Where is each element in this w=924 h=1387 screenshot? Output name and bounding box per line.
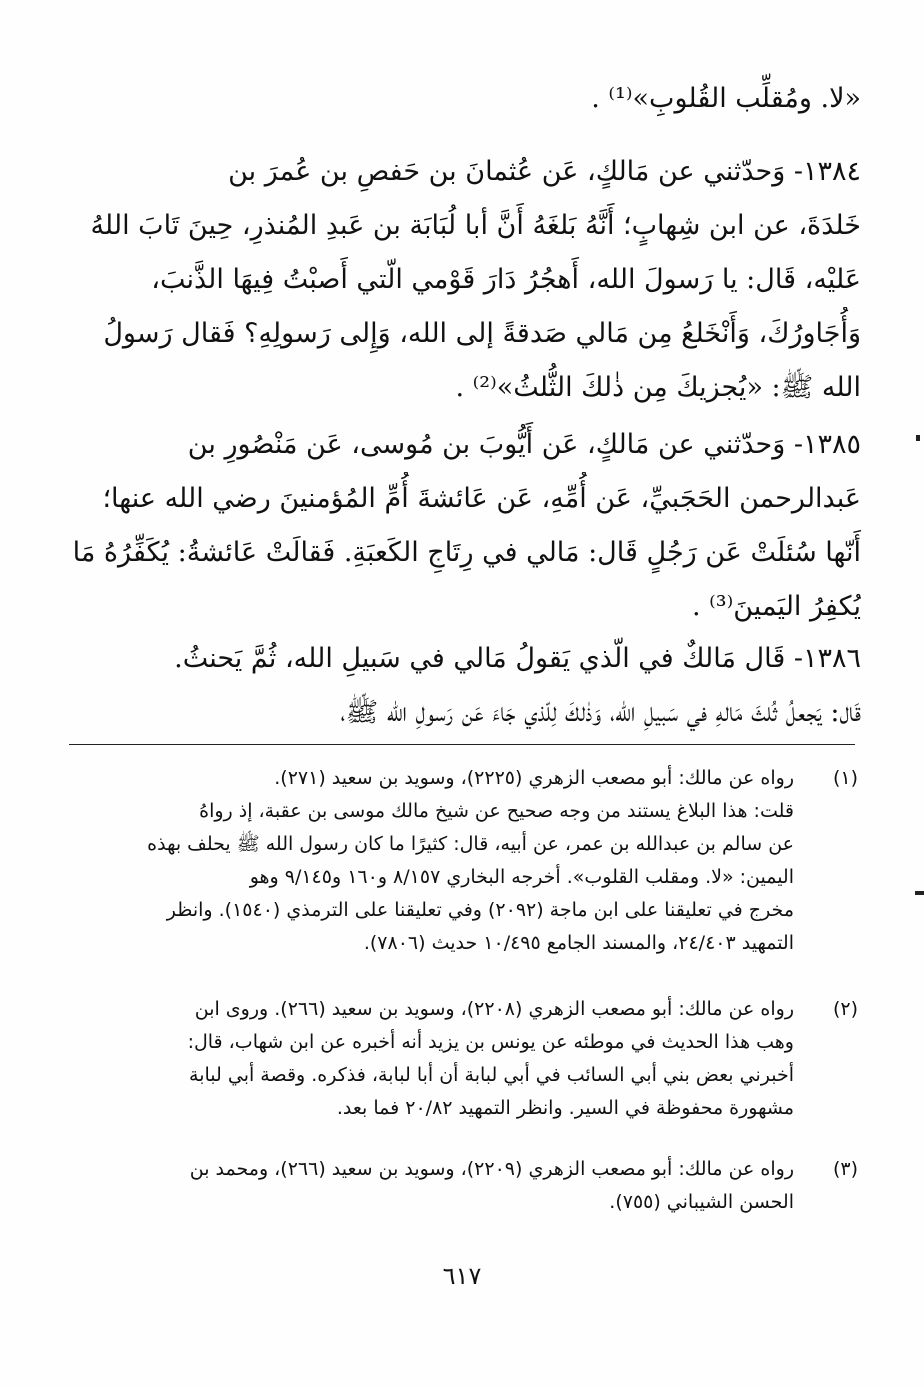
footnote-text: أخبرني بعض بني أبي السائب في أبي لبابة أن أبا لبابة، فذكره. وقصة أبي لبابة bbox=[189, 1064, 794, 1086]
footnote-text: وهب هذا الحديث في موطئه عن يونس بن يزيد أنه أخبره عن ابن شهاب، قال: bbox=[187, 1031, 794, 1053]
hadith-1385 bbox=[61, 418, 861, 634]
text-line: قَال: يَجعلُ ثُلثَ مَالهِ في سَبيلِ الله، وَذٰلكَ لِلّذي جَاءَ عَن رَسولِ الله ﷺ، bbox=[340, 697, 861, 728]
footnote-text: مشهورة محفوظة في السير. وانظر التمهيد ٢٠/٨٢ فما بعد. bbox=[336, 1097, 794, 1119]
footnote-text: رواه عن مالك: أبو مصعب الزهري (٢٢٠٨)، وسويد بن سعيد (٢٦٦). وروى ابن bbox=[194, 998, 794, 1020]
text-line: وَأُجَاورُكَ، وَأَنْخَلعُ مِن مَالي صَدقةً إلى الله، وَإِلى رَسولِهِ؟ فَقال رَسولُ bbox=[103, 318, 861, 349]
footnote-2 bbox=[68, 993, 858, 1125]
footnote-text: رواه عن مالك: أبو مصعب الزهري (٢٢٢٥)، وسويد بن سعيد (٢٧١). bbox=[274, 767, 794, 789]
text-line: عَبدالرحمن الحَجَبيِّ، عَن أُمِّهِ، عَن عَائشةَ أُمِّ المُؤمنينَ رضي الله عنها؛ bbox=[102, 483, 861, 514]
hadith-1384 bbox=[61, 145, 861, 415]
text-line: عَليْه، قَال: يا رَسولَ الله، أَهجُرُ دَارَ قَوْمي الّتي أَصبْتُ فِيهَا الذَّنبَ، bbox=[151, 264, 861, 295]
footnote-text: قلت: هذا البلاغ يستند من وجه صحيح عن شيخ مالك موسى بن عقبة، إذ رواهُ bbox=[199, 800, 794, 822]
margin-mark bbox=[915, 891, 924, 895]
text-line: ١٣٨٤- وَحدّثني عن مَالكٍ، عَن عُثمانَ بن حَفصِ بن عُمرَ بن bbox=[228, 156, 861, 187]
footnote-number: (١) bbox=[832, 767, 858, 789]
footnote-3 bbox=[68, 1153, 858, 1219]
text-line: «لا. ومُقلِّب القُلوبِ»⁽¹⁾ . bbox=[591, 83, 861, 114]
footnote-text: التمهيد ٢٤/٤٠٣، والمسند الجامع ١٠/٤٩٥ حديث (٧٨٠٦). bbox=[363, 932, 794, 954]
text-line: أَنّها سُئلَتْ عَن رَجُلٍ قَال: مَالي في رِتَاجِ الكَعبَةِ. فَقالَتْ عَائشةُ: يُكَفِّرُهُ مَا bbox=[72, 537, 861, 568]
text-line: ١٣٨٥- وَحدّثني عن مَالكٍ، عَن أَيُّوبَ بن مُوسى، عَن مَنْصُورِ بن bbox=[187, 429, 861, 460]
continuation-line bbox=[61, 72, 861, 126]
footnote-1 bbox=[68, 762, 858, 960]
footnote-text: اليمين: «لا. ومقلب القلوب». أخرجه البخاري ٨/١٥٧ و١٦٠ و٩/١٤٥ وهو bbox=[249, 866, 794, 888]
footnote-text: رواه عن مالك: أبو مصعب الزهري (٢٢٠٩)، وسويد بن سعيد (٢٦٦)، ومحمد بن bbox=[189, 1158, 794, 1180]
page-number: ٦١٧ bbox=[442, 1262, 482, 1290]
footnote-text: الحسن الشيباني (٧٥٥). bbox=[609, 1191, 794, 1213]
text-line: ١٣٨٦- قَال مَالكٌ في الّذي يَقولُ مَالي في سَبيلِ الله، ثُمَّ يَحنثُ. bbox=[174, 643, 861, 674]
hadith-1386 bbox=[61, 632, 861, 740]
footnote-text: مخرج في تعليقنا على ابن ماجة (٢٠٩٢) وفي تعليقنا على الترمذي (١٥٤٠). وانظر bbox=[166, 899, 794, 921]
footnote-divider bbox=[69, 744, 855, 745]
margin-mark bbox=[916, 435, 920, 441]
footnote-number: (٢) bbox=[832, 998, 858, 1020]
text-line: الله ﷺ: «يُجزيكَ مِن ذٰلكَ الثُّلثُ»⁽²⁾ . bbox=[455, 372, 861, 403]
text-line: يُكفِرُ اليَمينَ⁽³⁾ . bbox=[691, 591, 861, 622]
text-line: خَلدَةَ، عن ابن شِهابٍ؛ أَنَّهُ بَلغَهُ أَنَّ أبا لُبَابَة بن عَبدِ المُنذرِ، حِينَ تَابَ اللهُ bbox=[90, 210, 861, 241]
footnote-number: (٣) bbox=[832, 1158, 858, 1180]
footnote-text: عن سالم بن عبدالله بن عمر، عن أبيه، قال: كثيرًا ما كان رسول الله ﷺ يحلف بهذه bbox=[147, 833, 794, 855]
